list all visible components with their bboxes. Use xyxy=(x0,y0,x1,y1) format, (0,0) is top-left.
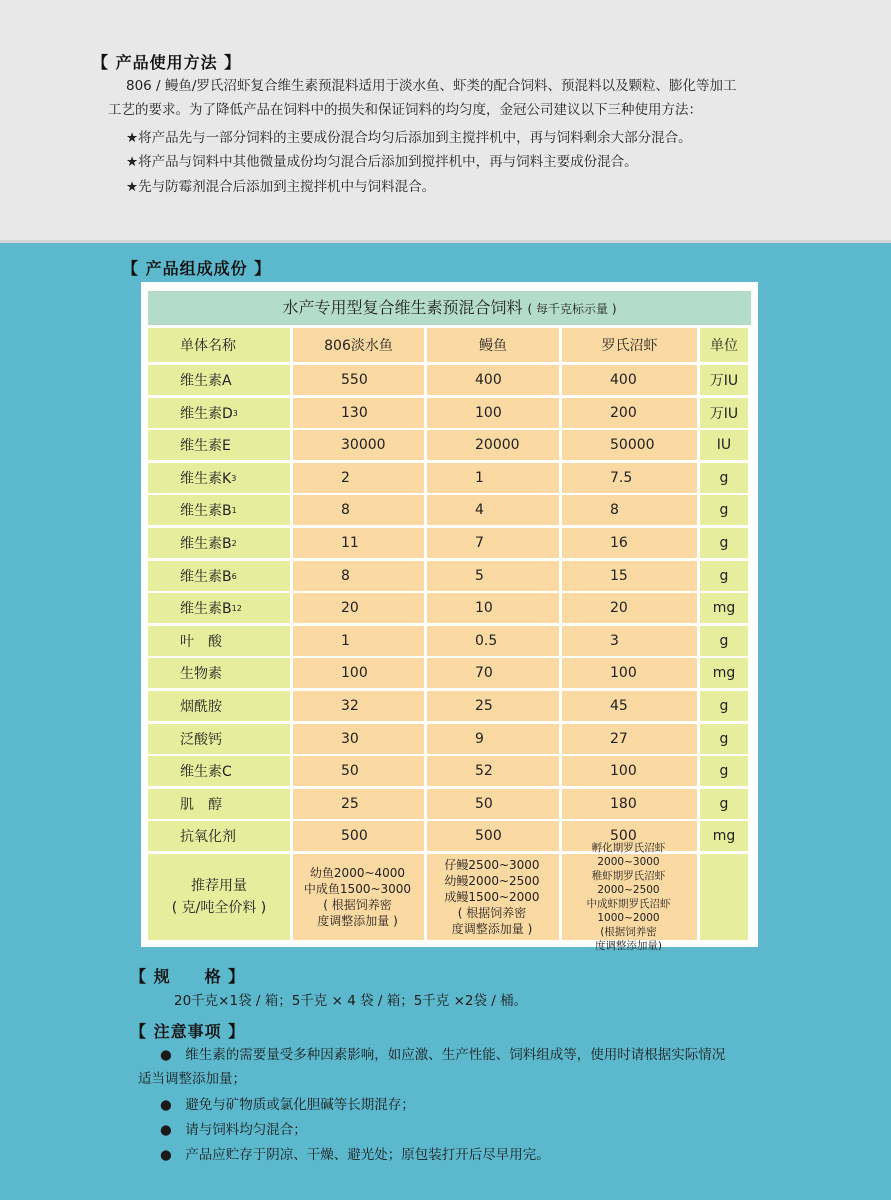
table-header-cell: 鳗鱼 xyxy=(427,328,559,362)
composition-title: 【 产品组成成份 】 xyxy=(122,259,272,278)
row-value-cell: 1 xyxy=(427,463,559,493)
row-name-cell: 烟酰胺 xyxy=(148,691,290,721)
row-value-cell: 200 xyxy=(562,398,697,428)
row-value-cell: 20 xyxy=(562,593,697,623)
row-value-cell: 180 xyxy=(562,789,697,819)
row-unit-cell: 万IU xyxy=(700,365,748,395)
row-name-cell: 肌 醇 xyxy=(148,789,290,819)
row-name-cell: 维生素B 6 xyxy=(148,561,290,591)
row-value-cell: 25 xyxy=(293,789,424,819)
usage-title: 【 产品使用方法 】 xyxy=(92,53,242,72)
spec-text: 20千克×1袋 / 箱；5千克 × 4 袋 / 箱；5千克 ×2袋 / 桶。 xyxy=(174,993,528,1009)
row-value-cell: 2 xyxy=(293,463,424,493)
row-value-cell: 50000 xyxy=(562,430,697,460)
row-value-cell: 3 xyxy=(562,626,697,656)
row-unit-cell: g xyxy=(700,626,748,656)
table-header-cell: 单体名称 xyxy=(148,328,290,362)
row-value-cell: 8 xyxy=(562,495,697,525)
row-unit-cell: g xyxy=(700,495,748,525)
row-value-cell: 100 xyxy=(562,658,697,688)
note-1-line1: ● 维生素的需要量受多种因素影响，如应激、生产性能、饲料组成等，使用时请根据实际情况 xyxy=(160,1047,726,1063)
table-subtitle: ( 每千克标示量 ) xyxy=(527,302,617,316)
row-value-cell: 8 xyxy=(293,495,424,525)
row-value-cell: 4 xyxy=(427,495,559,525)
recommend-value-cell: 仔鳗2500~3000 幼鳗2000~2500 成鳗1500~2000 ( 根据饲养密 度调整添加量 ) xyxy=(427,854,559,940)
row-value-cell: 100 xyxy=(562,756,697,786)
row-value-cell: 30000 xyxy=(293,430,424,460)
note-3: ● 请与饲料均匀混合； xyxy=(160,1122,307,1138)
row-value-cell: 5 xyxy=(427,561,559,591)
recommend-name-cell: 推荐用量 ( 克/吨全价料 ) xyxy=(148,854,290,940)
row-value-cell: 20000 xyxy=(427,430,559,460)
table-header-cell: 单位 xyxy=(700,328,748,362)
row-value-cell: 500 xyxy=(293,821,424,851)
row-value-cell: 7.5 xyxy=(562,463,697,493)
composition-table xyxy=(141,282,758,952)
row-value-cell: 27 xyxy=(562,724,697,754)
row-value-cell: 30 xyxy=(293,724,424,754)
row-value-cell: 25 xyxy=(427,691,559,721)
row-name-cell: 维生素A xyxy=(148,365,290,395)
row-value-cell: 15 xyxy=(562,561,697,591)
row-value-cell: 100 xyxy=(427,398,559,428)
row-name-cell: 维生素B 2 xyxy=(148,528,290,558)
row-unit-cell: mg xyxy=(700,658,748,688)
usage-intro-line1: 806 / 鳗鱼/罗氏沼虾复合维生素预混料适用于淡水鱼、虾类的配合饲料、预混料以及颗粒、膨化等加工 xyxy=(126,78,737,94)
row-value-cell: 52 xyxy=(427,756,559,786)
row-name-cell: 叶 酸 xyxy=(148,626,290,656)
row-unit-cell: g xyxy=(700,561,748,591)
usage-method-1: ★将产品先与一部分饲料的主要成份混合均匀后添加到主搅拌机中，再与饲料剩余大部分混合。 xyxy=(126,130,692,146)
row-name-cell: 生物素 xyxy=(148,658,290,688)
row-unit-cell: IU xyxy=(700,430,748,460)
row-unit-cell: g xyxy=(700,691,748,721)
note-2: ● 避免与矿物质或氯化胆碱等长期混存； xyxy=(160,1097,415,1113)
row-unit-cell: g xyxy=(700,463,748,493)
row-value-cell: 20 xyxy=(293,593,424,623)
row-value-cell: 45 xyxy=(562,691,697,721)
row-name-cell: 维生素C xyxy=(148,756,290,786)
row-value-cell: 550 xyxy=(293,365,424,395)
usage-intro-line2: 工艺的要求。为了降低产品在饲料中的损失和保证饲料的均匀度，金冠公司建议以下三种使用方法： xyxy=(108,102,702,118)
usage-section xyxy=(0,0,891,243)
row-value-cell: 400 xyxy=(427,365,559,395)
row-value-cell: 0.5 xyxy=(427,626,559,656)
row-value-cell: 1 xyxy=(293,626,424,656)
table-header-cell: 罗氏沼虾 xyxy=(562,328,697,362)
row-unit-cell: g xyxy=(700,528,748,558)
row-value-cell: 10 xyxy=(427,593,559,623)
row-unit-cell: mg xyxy=(700,821,748,851)
spec-title: 【 规 格 】 xyxy=(130,967,246,986)
row-value-cell: 16 xyxy=(562,528,697,558)
recommend-unit-cell xyxy=(700,854,748,940)
row-unit-cell: g xyxy=(700,789,748,819)
row-unit-cell: 万IU xyxy=(700,398,748,428)
row-name-cell: 维生素B 1 xyxy=(148,495,290,525)
notes-title: 【 注意事项 】 xyxy=(130,1022,246,1041)
row-name-cell: 维生素B 12 xyxy=(148,593,290,623)
row-value-cell: 100 xyxy=(293,658,424,688)
note-1-line2: 适当调整添加量； xyxy=(138,1071,246,1087)
row-value-cell: 70 xyxy=(427,658,559,688)
usage-method-2: ★将产品与饲料中其他微量成份均匀混合后添加到搅拌机中，再与饲料主要成份混合。 xyxy=(126,154,638,170)
row-value-cell: 9 xyxy=(427,724,559,754)
row-name-cell: 维生素K 3 xyxy=(148,463,290,493)
recommend-value-cell: 幼鱼2000~4000 中成鱼1500~3000 ( 根据饲养密 度调整添加量 ) xyxy=(293,854,424,940)
row-value-cell: 50 xyxy=(427,789,559,819)
row-unit-cell: mg xyxy=(700,593,748,623)
row-value-cell: 50 xyxy=(293,756,424,786)
row-value-cell: 130 xyxy=(293,398,424,428)
row-value-cell: 400 xyxy=(562,365,697,395)
table-title-bar xyxy=(148,291,751,325)
row-value-cell: 500 xyxy=(427,821,559,851)
row-name-cell: 维生素E xyxy=(148,430,290,460)
row-value-cell: 500 xyxy=(562,821,697,851)
row-unit-cell: g xyxy=(700,756,748,786)
row-value-cell: 8 xyxy=(293,561,424,591)
row-name-cell: 维生素D 3 xyxy=(148,398,290,428)
row-name-cell: 泛酸钙 xyxy=(148,724,290,754)
row-value-cell: 11 xyxy=(293,528,424,558)
row-unit-cell: g xyxy=(700,724,748,754)
usage-method-3: ★先与防霉剂混合后添加到主搅拌机中与饲料混合。 xyxy=(126,179,436,195)
recommend-value-cell: 孵化期罗氏沼虾2000~3000 稚虾期罗氏沼虾2000~2500 中成虾期罗氏沼虾1000~2000 (根据饲养密 度调整添加量) xyxy=(562,854,697,940)
row-name-cell: 抗氧化剂 xyxy=(148,821,290,851)
table-title: 水产专用型复合维生素预混合饲料 xyxy=(282,298,523,317)
note-4: ● 产品应贮存于阴凉、干燥、避光处；原包装打开后尽早用完。 xyxy=(160,1147,550,1163)
table-header-cell: 806淡水鱼 xyxy=(293,328,424,362)
row-value-cell: 32 xyxy=(293,691,424,721)
row-value-cell: 7 xyxy=(427,528,559,558)
